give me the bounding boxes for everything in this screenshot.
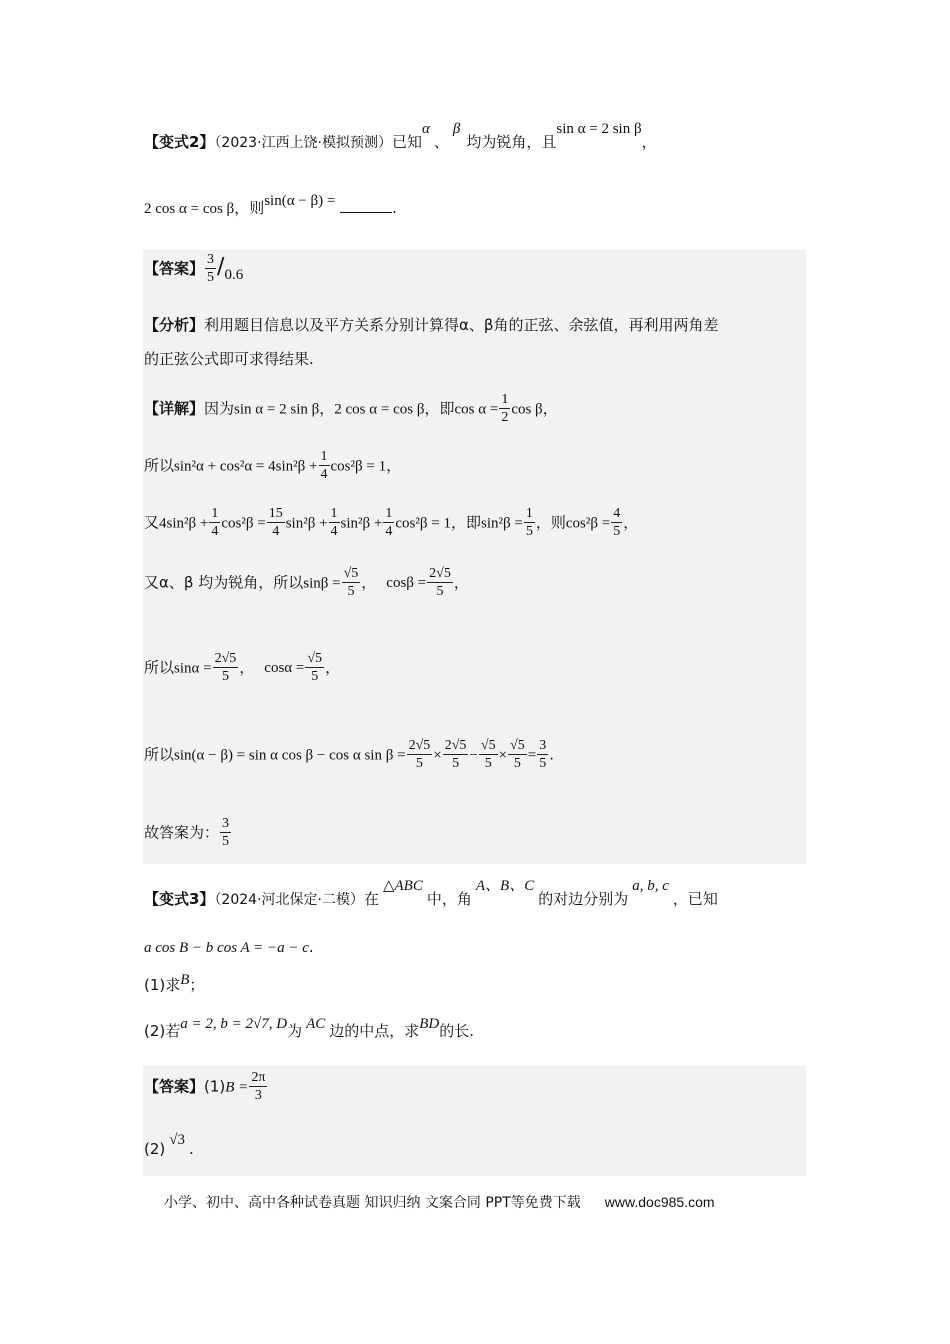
answer-fraction (205, 252, 216, 286)
math-expr: sinα = (174, 660, 212, 677)
detail-text: ， (361, 573, 377, 592)
variant2-text: 均为锐角，且 (466, 133, 557, 151)
fraction (329, 506, 340, 540)
detail-text: ，即 (450, 513, 481, 532)
analysis-label: 【分析】 (144, 316, 205, 334)
numerator: 3 (205, 252, 216, 269)
question-text: ； (189, 976, 205, 994)
detail-line3 (144, 506, 638, 540)
minus-sign: − (469, 747, 478, 764)
detail-text: 又 (144, 513, 160, 532)
denominator: 5 (347, 584, 355, 600)
final-fraction (220, 816, 231, 850)
question-text: 为 (287, 1022, 303, 1040)
denominator: 5 (484, 756, 492, 772)
fraction (383, 506, 394, 540)
detail-label: 【详解】 (144, 399, 205, 418)
variant3-tag: 【变式3】 (144, 890, 215, 908)
math-expr: AC (306, 1016, 326, 1032)
detail-line4 (144, 566, 469, 600)
detail-text: ， (453, 573, 469, 592)
variant2-text: 已知 (391, 133, 422, 151)
question-text: 边的中点，求 (329, 1022, 420, 1040)
math-expr: 4sin²β + (159, 515, 209, 532)
sides-abc: a, b, c (632, 878, 669, 894)
math-expr: B = (225, 1079, 249, 1096)
solution-block-1 (143, 250, 806, 864)
numerator: √5 (342, 566, 361, 583)
numerator: 15 (267, 506, 285, 523)
numerator: 1 (499, 392, 510, 409)
denominator: 5 (613, 524, 621, 540)
detail-text: ， (623, 513, 639, 532)
footer-url[interactable]: www.doc985.com (604, 1194, 715, 1210)
variant3-source: （2024·河北保定·二模） (214, 892, 364, 908)
fraction (508, 738, 527, 772)
denominator: 2 (501, 410, 509, 426)
slash: / (217, 254, 225, 280)
denominator: 3 (254, 1088, 262, 1104)
numerator: 2π (249, 1070, 267, 1087)
denominator: 4 (330, 524, 338, 540)
math-expr: a = 2, b = 2√7, D (180, 1016, 288, 1032)
answer3-line1 (144, 1070, 268, 1104)
detail-line5 (144, 651, 340, 685)
numerator: 2√5 (427, 566, 453, 583)
equals-sign: = (527, 747, 537, 764)
math-expr: sin²β = (481, 515, 523, 532)
denominator: 5 (436, 584, 444, 600)
comma: ， (641, 133, 657, 151)
detail-line6 (144, 738, 554, 772)
numerator: 1 (319, 449, 330, 466)
question2 (144, 1016, 475, 1042)
angles-abc: A、B、C (475, 878, 535, 894)
separator: 、 (433, 133, 449, 151)
numerator: √5 (479, 738, 498, 755)
period: . (308, 938, 314, 956)
fraction (443, 738, 469, 772)
math-expr: √3 (169, 1132, 185, 1148)
math-expr: cos²β = 1 (330, 458, 387, 475)
answer3-line2 (144, 1132, 194, 1160)
variant3-text: 在 (363, 890, 379, 908)
fraction (524, 506, 535, 540)
part-label: (1) (204, 1077, 226, 1096)
denominator: 5 (311, 669, 319, 685)
detail-text: ，则 (535, 513, 566, 532)
denominator: 5 (539, 756, 547, 772)
variant2-tag: 【变式2】 (144, 133, 215, 151)
alpha-symbol: α (421, 121, 430, 137)
question-text: (2)若 (144, 1022, 181, 1040)
denominator: 5 (222, 834, 230, 850)
fraction (479, 738, 498, 772)
denominator: 5 (452, 756, 460, 772)
detail-text: 所以 (144, 456, 175, 475)
numerator: 4 (611, 506, 622, 523)
numerator: 1 (383, 506, 394, 523)
math-expr: BD (419, 1016, 440, 1032)
answer-label: 【答案】 (144, 1077, 205, 1096)
denominator: 4 (272, 524, 280, 540)
period: . (188, 1140, 194, 1158)
math-expr: cosα = (264, 660, 305, 677)
numerator: 1 (209, 506, 220, 523)
math-expr: cos β (511, 401, 543, 418)
variant2-text: ，则 (234, 199, 265, 217)
answer-blank (340, 198, 392, 213)
numerator: 3 (537, 738, 548, 755)
denominator: 4 (211, 524, 219, 540)
math-expr: sin²β + (340, 515, 383, 532)
detail-line7 (144, 816, 232, 850)
detail-text: ，即 (424, 399, 455, 418)
analysis-text: 的正弦公式即可求得结果. (144, 350, 314, 368)
times-sign: × (433, 747, 442, 764)
period: . (392, 199, 397, 217)
page-footer (164, 1192, 715, 1212)
answer-label: 【答案】 (144, 259, 205, 278)
fraction (342, 566, 361, 600)
variant2-line2 (144, 193, 397, 219)
variant3-text: 的对边分别为 (538, 890, 629, 908)
question1 (144, 972, 205, 996)
math-expr: cos²β = (221, 515, 266, 532)
fraction (267, 506, 285, 540)
math-expr: cosβ = (386, 575, 427, 592)
analysis-text: 利用题目信息以及平方关系分别计算得α、β角的正弦、余弦值，再利用两角差 (204, 316, 719, 334)
times-sign: × (498, 747, 508, 764)
detail-text: 又α、β 均为锐角，所以 (144, 573, 304, 592)
analysis-line2 (144, 350, 314, 369)
variant2-line1 (144, 121, 657, 153)
detail-text: 因为 (204, 399, 235, 418)
detail-text: . (549, 745, 554, 764)
question-expr: sin(α − β) = (264, 193, 336, 209)
math-expr: sin(α − β) = sin α cos β − cos α sin β = (174, 747, 406, 764)
numerator: √5 (305, 651, 324, 668)
numerator: 2√5 (213, 651, 239, 668)
math-expr: sin²β + (285, 515, 328, 532)
fraction (407, 738, 433, 772)
triangle-abc: △ABC (382, 878, 423, 894)
variant3-text: 中，角 (426, 890, 472, 908)
answer-alt: 0.6 (224, 267, 244, 284)
fraction (537, 738, 548, 772)
detail-line2 (144, 449, 401, 483)
detail-text: 所以 (144, 658, 175, 677)
condition-1: sin α = 2 sin β (556, 121, 642, 137)
detail-text: 故答案为： (144, 823, 220, 842)
denominator: 5 (415, 756, 423, 772)
condition-2: 2 cos α = cos β (144, 201, 235, 217)
denominator: 5 (207, 270, 215, 286)
fraction (611, 506, 622, 540)
denominator: 4 (320, 467, 328, 483)
numerator: √5 (508, 738, 527, 755)
numerator: 2√5 (407, 738, 433, 755)
question-text: (1)求 (144, 976, 181, 994)
math-expr: cos²β = 1 (395, 515, 451, 532)
given-condition: a cos B − b cos A = −a − c (144, 940, 309, 956)
detail-text: ， (239, 658, 255, 677)
math-expr: sin α = 2 sin β (234, 401, 320, 418)
detail-text: ， (325, 658, 341, 677)
denominator: 4 (385, 524, 393, 540)
fraction (305, 651, 324, 685)
variant3-text: ，已知 (672, 890, 718, 908)
numerator: 3 (220, 816, 231, 833)
fraction (249, 1070, 267, 1104)
fraction (319, 449, 330, 483)
math-expr: B (180, 972, 190, 988)
denominator: 5 (525, 524, 533, 540)
beta-symbol: β (452, 121, 461, 137)
detail-text: ， (319, 399, 335, 418)
answer1-line (144, 252, 243, 286)
numerator: 2√5 (443, 738, 469, 755)
detail-text: 所以 (144, 745, 175, 764)
detail-text: ， (386, 456, 402, 475)
fraction (499, 392, 510, 426)
numerator: 1 (329, 506, 340, 523)
math-expr: 2 cos α = cos β (334, 401, 425, 418)
variant3-line2 (144, 938, 314, 958)
detail-text: ， (542, 399, 558, 418)
math-expr: sin²α + cos²α = 4sin²β + (174, 458, 318, 475)
numerator: 1 (524, 506, 535, 523)
footer-text: 小学、初中、高中各种试卷真题 知识归纳 文案合同 PPT等免费下载 (164, 1195, 581, 1211)
part-label: (2) (144, 1140, 166, 1158)
analysis-line1 (144, 316, 718, 335)
fraction (209, 506, 220, 540)
question-text: 的长. (439, 1022, 475, 1040)
denominator: 5 (221, 669, 229, 685)
detail-line1 (144, 392, 558, 426)
math-expr: cos α = (454, 401, 499, 418)
fraction (427, 566, 453, 600)
variant3-line1 (144, 878, 718, 910)
math-expr: sinβ = (303, 575, 341, 592)
variant2-source: （2023·江西上饶·模拟预测） (214, 135, 392, 151)
fraction (213, 651, 239, 685)
math-expr: cos²β = (565, 515, 611, 532)
denominator: 5 (513, 756, 521, 772)
